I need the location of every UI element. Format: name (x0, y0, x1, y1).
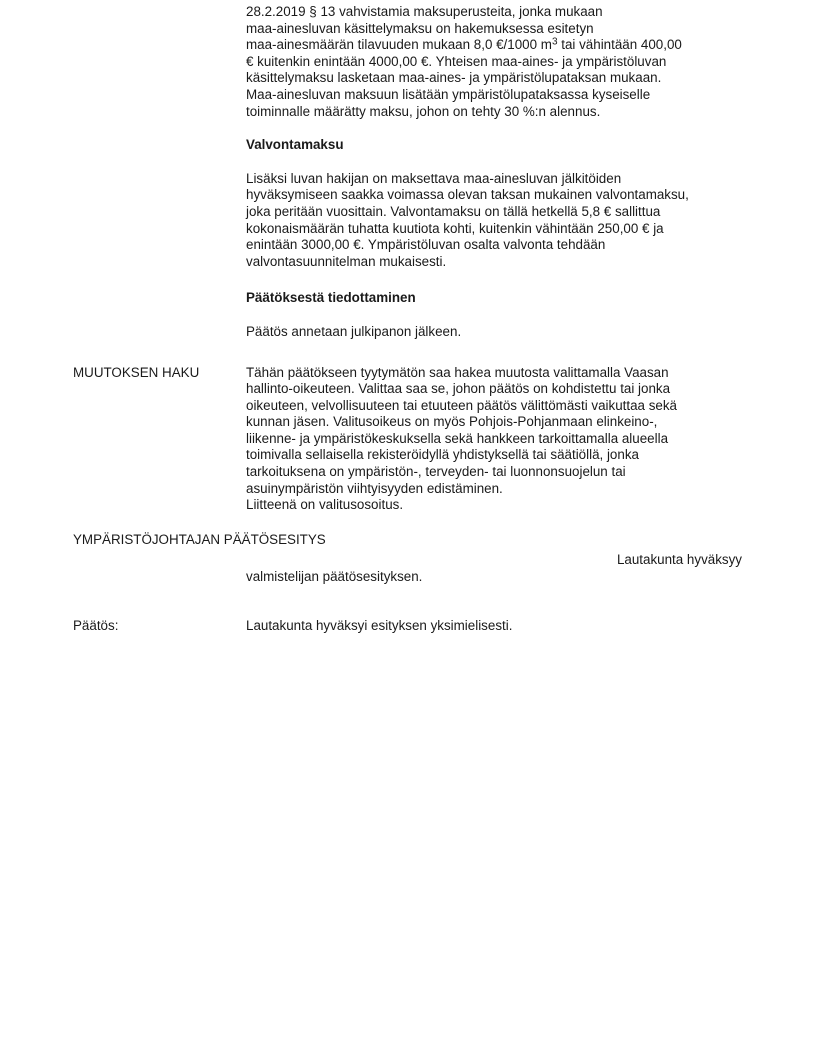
text-line: kunnan jäsen. Valitusoikeus on myös Pohjois-Pohjanmaan elinkeino-, (246, 414, 658, 430)
text-line: maa-ainesluvan käsittelymaksu on hakemuksessa esitetyn (246, 20, 594, 36)
superscript-cubic: 3 (551, 36, 558, 48)
paragraph-julkipano (246, 324, 742, 341)
text-line: Maa-ainesluvan maksuun lisätään ympäristölupataksassa kyseiselle (246, 86, 651, 102)
heading-paatosesitys: YMPÄRISTÖJOHTAJAN PÄÄTÖSESITYS (73, 531, 326, 547)
text-line: joka peritään vuosittain. Valvontamaksu on tällä hetkellä 5,8 € sallittua (246, 203, 661, 219)
text-line: € kuitenkin enintään 4000,00 €. Yhteisen maa-aines- ja ympäristöluvan (246, 53, 667, 69)
text-line: liikenne- ja ympäristökeskuksella sekä hankkeen tarkoittamalla alueella (246, 430, 669, 446)
text-line: toimivalla sellaisella rekisteröidyllä yhdistyksellä tai säätiöllä, jonka (246, 447, 639, 463)
text-line: hyväksymiseen saakka voimassa olevan taksan mukainen valvontamaksu, (246, 187, 689, 203)
label-muutoksen-haku: MUUTOKSEN HAKU (73, 364, 200, 380)
paragraph-fee-basis (246, 0, 742, 120)
section-paatos (73, 617, 742, 635)
section-muutoksen-haku (73, 364, 742, 514)
text-line: Lisäksi luvan hakijan on maksettava maa-ainesluvan jälkitöiden (246, 170, 622, 186)
label-paatos: Päätös: (73, 617, 119, 633)
text-line: Tähän päätökseen tyytymätön saa hakea muutosta valittamalla Vaasan (246, 364, 669, 380)
text-line: kokonaismäärän tuhatta kuutiota kohti, kuitenkin vähintään 250,00 € ja (246, 220, 664, 236)
text-line: enintään 3000,00 €. Ympäristöluvan osalta valvonta tehdään (246, 237, 606, 253)
paragraph-valvontamaksu (246, 171, 742, 271)
text-segment: tai vähintään 400,00 (557, 37, 682, 53)
paatosesitys-continuation (246, 569, 742, 586)
text-line: asuinympäristön viihtyisyyden edistäminen. (246, 480, 503, 496)
text-line: Päätös annetaan julkipanon jälkeen. (246, 323, 462, 339)
paatosesitys-right-text (246, 552, 742, 569)
text-line-with-superscript (246, 37, 742, 54)
text-line: valvontasuunnitelman mukaisesti. (246, 253, 447, 269)
paragraph-muutoksen-haku (246, 365, 742, 514)
text-line: oikeuteen, velvollisuuteen tai etuuteen päätös välittömästi vaikuttaa sekä (246, 397, 677, 413)
heading-tiedottaminen: Päätöksestä tiedottaminen (246, 290, 416, 306)
text-segment: maa-ainesmäärän tilavuuden mukaan 8,0 €/1000 m (246, 37, 552, 53)
text-line: tarkoituksena on ympäristön-, terveyden- tai luonnonsuojelun tai (246, 464, 626, 480)
text-line: käsittelymaksu lasketaan maa-aines- ja ympäristölupataksan mukaan. (246, 70, 662, 86)
paatos-text: Lautakunta hyväksyi esityksen yksimielisesti. (246, 617, 513, 633)
heading-valvontamaksu: Valvontamaksu (246, 137, 344, 153)
text-line: Liitteenä on valitusosoitus. (246, 497, 404, 513)
text-line: toiminnalle määrätty maksu, johon on tehty 30 %:n alennus. (246, 103, 601, 119)
text-line: valmistelijan päätösesityksen. (246, 569, 423, 585)
text-line: hallinto-oikeuteen. Valittaa saa se, johon päätös on kohdistettu tai jonka (246, 381, 671, 397)
text-line: 28.2.2019 § 13 vahvistamia maksuperusteita, jonka mukaan (246, 4, 603, 19)
text-line: Lautakunta hyväksyy (616, 552, 742, 568)
